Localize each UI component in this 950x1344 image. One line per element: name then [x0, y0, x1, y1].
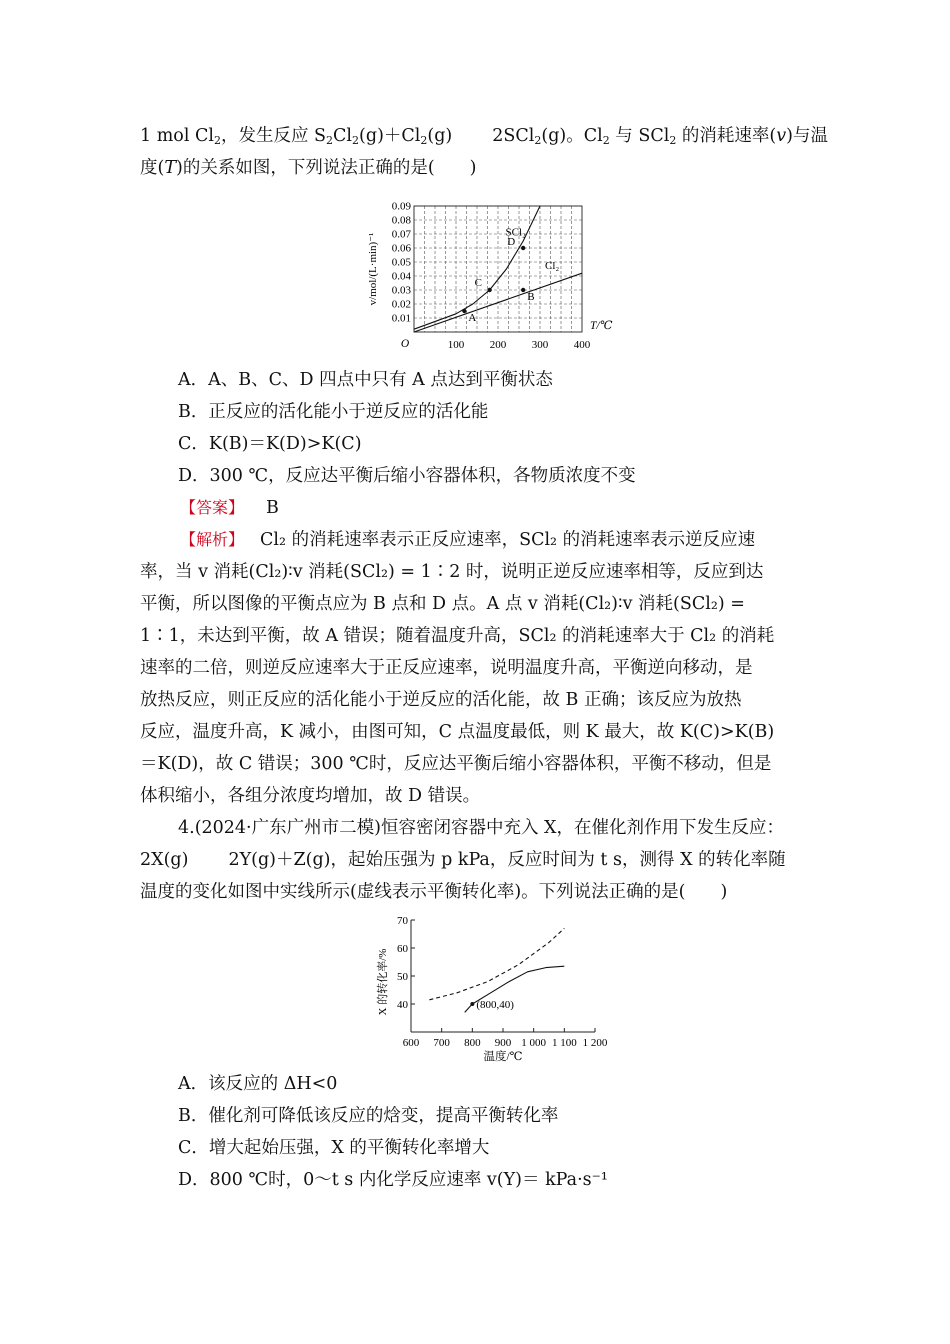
point-800-40 [470, 1002, 474, 1006]
y-tick-label: 50 [397, 971, 408, 983]
q4-stem-line2: 2X(g) 2Y(g)＋Z(g)，起始压强为 p kPa，反应时间为 t s，测得 X 的转化率随 [140, 850, 786, 870]
y-tick-label: 0.01 [391, 312, 411, 325]
analysis-line-2: 平衡，所以图像的平衡点应为 B 点和 D 点。A 点 v 消耗(Cl₂)∶v 消耗(SCl₂) = [140, 594, 745, 614]
x-tick-label: 300 [531, 339, 549, 351]
q4-option-d[interactable]: D．800 ℃时，0～t s 内化学反应速率 v(Y)＝ kPa·s⁻¹ [178, 1170, 608, 1190]
analysis-line-3: 1∶1，未达到平衡，故 A 错误；随着温度升高，SCl₂ 的消耗速率大于 Cl₂ 的消耗 [140, 626, 775, 646]
point-b [521, 288, 525, 292]
q4-stem-line1: 4.(2024·广东广州市二模)恒容密闭容器中充入 X，在催化剂作用下发生反应： [178, 818, 784, 838]
x-tick-label: 800 [464, 1037, 481, 1049]
origin-label: O [400, 338, 410, 350]
point-a [462, 309, 466, 313]
q3-option-d[interactable]: D．300 ℃，反应达平衡后缩小容器体积，各物质浓度不变 [178, 466, 636, 486]
q4-stem-line3: 温度的变化如图中实线所示(虚线表示平衡转化率)。下列说法正确的是( ) [140, 882, 728, 902]
q3-option-b[interactable]: B．正反应的活化能小于逆反应的活化能 [178, 402, 489, 422]
scl2-series-label: SCl₂ [505, 226, 526, 239]
y-axis-label: v/mol/(L·min)⁻¹ [367, 232, 379, 306]
analysis-line-5: 放热反应，则正反应的活化能小于逆反应的活化能，故 B 正确；该反应为放热 [140, 690, 742, 710]
y-tick-label: 0.08 [391, 214, 411, 227]
q4-option-c[interactable]: C．增大起始压强，X 的平衡转化率增大 [178, 1138, 490, 1158]
analysis-line-4: 速率的二倍，则逆反应速率大于正反应速率，说明温度升高，平衡逆向移动，是 [140, 658, 753, 678]
y-tick-label: 0.03 [391, 284, 411, 297]
q3-option-a[interactable]: A．A、B、C、D 四点中只有 A 点达到平衡状态 [178, 370, 553, 390]
point-label-800-40: (800,40) [476, 999, 514, 1011]
analysis-line-8: 体积缩小，各组分浓度均增加，故 D 错误。 [140, 786, 481, 806]
analysis-line-6: 反应，温度升高，K 减小，由图可知，C 点温度最低，则 K 最大，故 K(C)>K(B) [140, 722, 775, 742]
q4-option-a[interactable]: A．该反应的 ΔH<0 [178, 1074, 338, 1094]
point-label-c: C [474, 277, 482, 289]
x-tick-label: 900 [494, 1037, 512, 1049]
x-axis-label: 温度/℃ [483, 1051, 523, 1063]
analysis-line-7: ＝K(D)，故 C 错误；300 ℃时，反应达平衡后缩小容器体积，平衡不移动，但是 [140, 754, 772, 774]
x-tick-label: 100 [447, 339, 465, 351]
point-label-a: A [468, 312, 477, 324]
y-tick-label: 0.07 [391, 228, 411, 241]
q3-stem-line2: 度(T)的关系如图，下列说法正确的是( ) [140, 158, 477, 178]
analysis-line-1: 率，当 v 消耗(Cl₂)∶v 消耗(SCl₂) = 1∶2 时，说明正逆反应速率相等，反应到达 [140, 562, 764, 582]
y-tick-label: 0.05 [391, 256, 411, 269]
q3-option-c[interactable]: C．K(B)＝K(D)>K(C) [178, 434, 362, 454]
y-tick-label: 70 [397, 915, 408, 927]
answer-label: 【答案】 [180, 498, 245, 517]
conversion-temperature-chart [370, 912, 610, 1064]
cl2-series-label: Cl₂ [545, 260, 560, 272]
x-tick-label: 400 [573, 339, 591, 351]
y-tick-label: 0.04 [391, 270, 411, 283]
x-tick-label: 1 100 [551, 1037, 577, 1049]
x-tick-label: 1 000 [521, 1037, 547, 1049]
y-tick-label: 40 [397, 999, 408, 1011]
x-tick-label: 700 [433, 1037, 450, 1049]
x-axis-label: T/℃ [590, 320, 613, 332]
analysis-label: 【解析】 [180, 530, 245, 549]
y-tick-label: 0.06 [391, 242, 411, 255]
rate-temperature-chart [360, 196, 630, 356]
point-label-d: D [507, 236, 516, 248]
answer-row [180, 496, 279, 520]
point-d [521, 246, 525, 250]
y-tick-label: 60 [397, 943, 408, 955]
x-tick-label: 200 [489, 339, 507, 351]
y-axis-label: X 的转化率/% [377, 948, 389, 1016]
point-c [487, 288, 491, 292]
y-tick-label: 0.02 [391, 298, 411, 311]
answer-value: B [266, 498, 279, 518]
x-tick-label: 1 200 [582, 1037, 608, 1049]
x-tick-label: 600 [402, 1037, 420, 1049]
y-tick-label: 0.09 [391, 200, 411, 213]
analysis-line-0: 【解析】 Cl₂ 的消耗速率表示正反应速率，SCl₂ 的消耗速率表示逆反应速 [180, 530, 756, 550]
q4-option-b[interactable]: B．催化剂可降低该反应的焓变，提高平衡转化率 [178, 1106, 559, 1126]
q3-stem-line1: 1 mol Cl2，发生反应 S2Cl2(g)＋Cl2(g) 2SCl2(g)。Cl2 与 SCl2 的消耗速率(v)与温 [140, 126, 828, 147]
point-label-b: B [527, 291, 535, 303]
